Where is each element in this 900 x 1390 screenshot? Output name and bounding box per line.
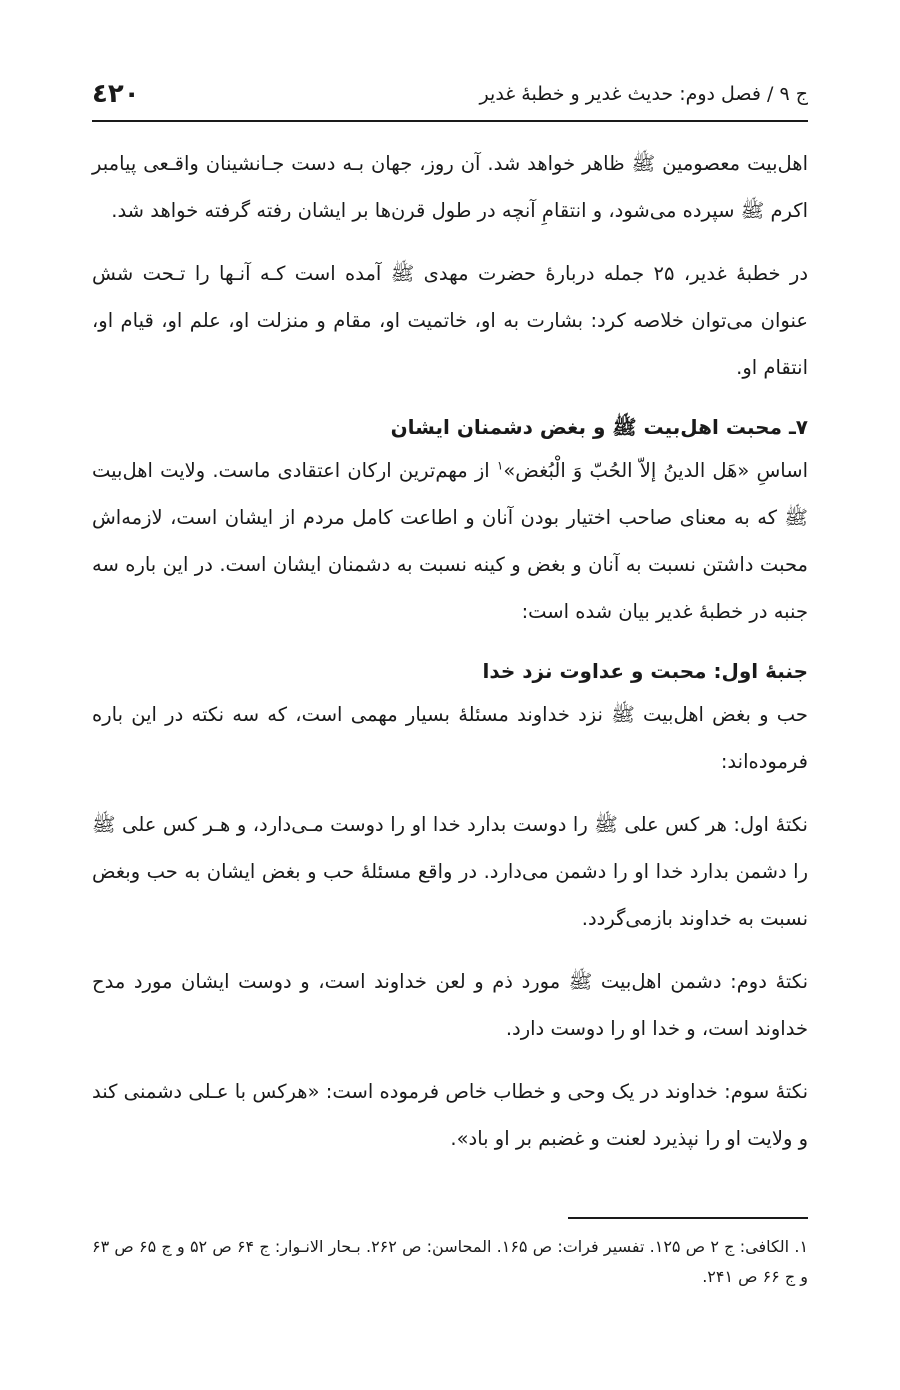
section-heading-7: ۷ـ محبت اهل‌بیت ﷺ و بغض دشمنان ایشان	[390, 415, 808, 439]
paragraph-3-rest: از مهم‌ترین ارکان اعتقادی ماست. ولایت اهل‌بیت ﷺ که به معنای صاحب اختیار بودن آنان و اطاعت کامل مردم از ایشان است، لازمه‌اش محبت داشتن نسبت به آنان و بغض و کینه نسبت به دشمنان ایشان است. در این باره سه جنبه در خطبهٔ غدیر بیان شده است:	[92, 459, 808, 623]
footnote-marker[interactable]: ۱	[496, 458, 504, 473]
footnote: ۱. الکافی: ج ۲ ص ۱۲۵. تفسیر فرات: ص ۱۶۵. المحاسن: ص ۲۶۲. بـحار الانـوار: ج ۶۴ ص ۵۲ و ج ۶۵ ص ۶۳ و ج ۶۶ ص ۲۴۱.	[92, 1237, 809, 1286]
paragraph-1: اهل‌بیت معصومین ﷺ ظاهر خواهد شد. آن روز، جهان بـه دست جـانشینان واقـعی پیامبر اکرم ﷺ سپرده می‌شود، و انتقامِ آنچه در طول قرن‌ها بر ایشان رفته گرفته خواهد شد.	[92, 152, 808, 222]
hadith-quote: اساسِ «هَل الدينُ إلاّ الحُبّ وَ الْبُغض»	[503, 459, 809, 482]
page-header	[92, 72, 808, 122]
paragraph-6: نکتهٔ دوم: دشمن اهل‌بیت ﷺ مورد ذم و لعن خداوند است، و دوست ایشان مورد مدح خداوند است، و خدا او را دوست دارد.	[92, 970, 808, 1040]
footnote-separator	[568, 1217, 808, 1219]
paragraph-5: نکتهٔ اول: هر کس علی ﷺ را دوست بدارد خدا او را دوست مـی‌دارد، و هـر کس علی ﷺ را دشمن بدارد خدا او را دشمن می‌دارد. در واقع مسئلهٔ حب و بغض ایشان به حب وبغض نسبت به خداوند بازمی‌گردد.	[92, 813, 808, 930]
paragraph-3	[92, 447, 808, 635]
paragraph-4: حب و بغض اهل‌بیت ﷺ نزد خداوند مسئلهٔ بسیار مهمی است، که سه نکته در این باره فرموده‌اند:	[92, 703, 808, 773]
paragraph-2: در خطبهٔ غدیر، ۲۵ جمله دربارهٔ حضرت مهدی ﷺ آمده است کـه آنـها را تـحت شش عنوان می‌توان خلاصه کرد: بشارت به او، خاتمیت او، مقام و منزلت او، علم او، قیام او، انتقام او.	[92, 262, 809, 379]
page-number: ٤٢٠	[92, 79, 140, 109]
paragraph-7: نکتهٔ سوم: خداوند در یک وحی و خطاب خاص فرموده است: «هرکس با عـلی دشمنی کند و ولایت او را نپذیرد لعنت و غضبم بر او باد».	[92, 1080, 808, 1150]
subsection-heading: جنبهٔ اول: محبت و عداوت نزد خدا	[482, 659, 808, 683]
page-body	[92, 140, 808, 1178]
running-title: ج ۹ / فصل دوم: حدیث غدیر و خطبهٔ غدیر	[479, 83, 808, 105]
